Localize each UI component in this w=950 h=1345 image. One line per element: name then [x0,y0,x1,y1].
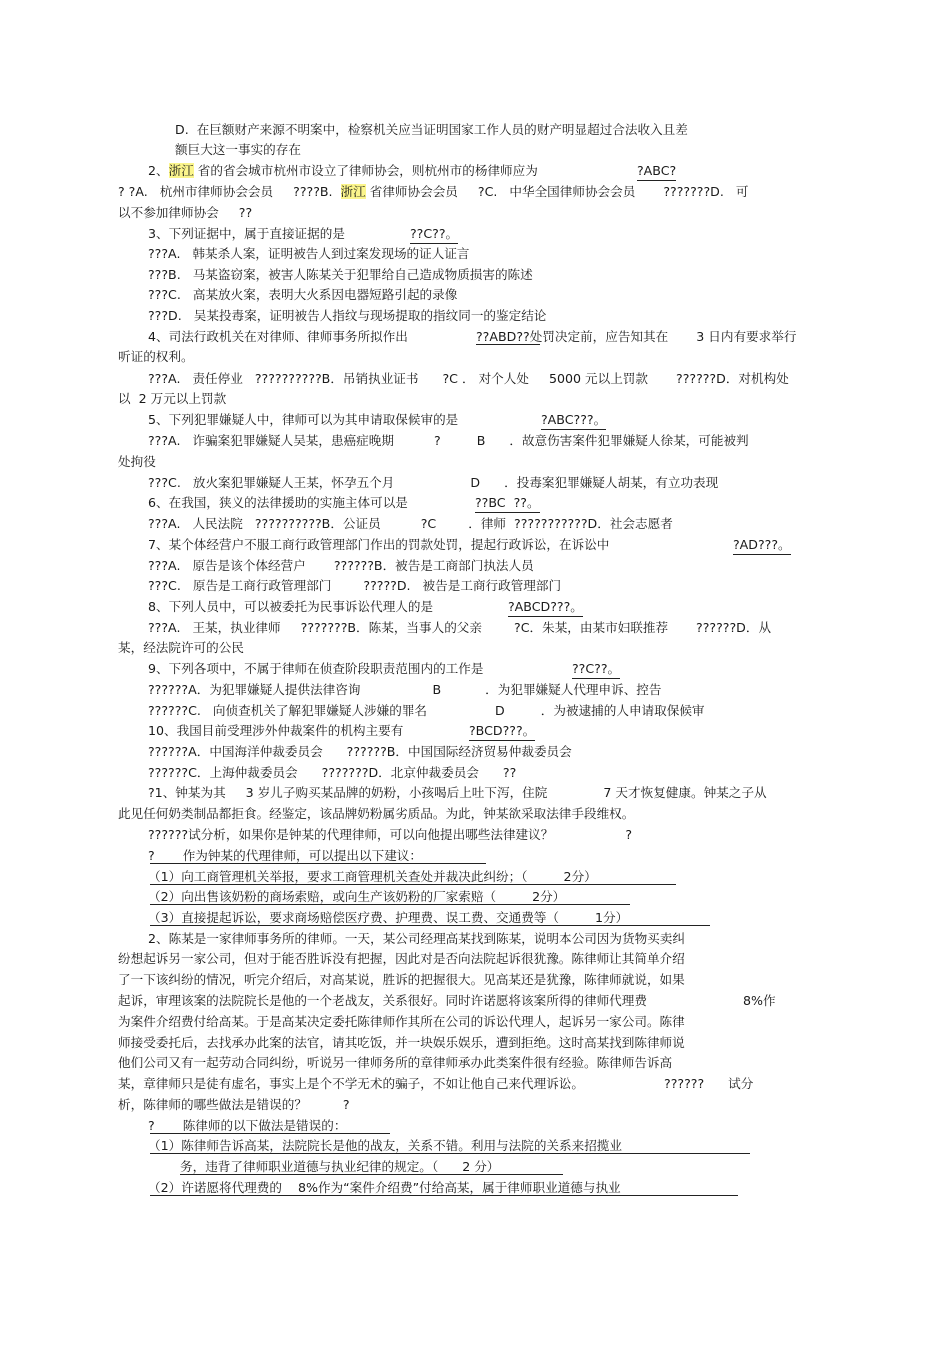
answer-blank: ??C??。 [410,225,458,244]
option-d-continuation: 额巨大这一事实的存在 [175,142,301,157]
option-line: ??????C. 向侦查机关了解犯罪嫌疑人涉嫌的罪名 D ．为被逮捕的人申请取保候审 [148,703,705,718]
case-2-paragraph-cont: 某，章律师只是徒有虚名，事实上是个不学无术的骗子，不如让他自己来代理诉讼。 ?????? 试分 [118,1076,754,1091]
option-line: ???A. 责任停业 ??????????B．吊销执业证书 ?C ． 对个人处 5000 元以上罚款 ??????D．对机构处 [148,371,789,386]
option-line: ???A. 韩某杀人案，证明被告人到过案发现场的证人证言 [148,246,470,261]
case-1-paragraph-cont: 此见任何奶类制品都拒食。经鉴定，该品牌奶粉属劣质品。为此，钟某欲采取法律手段维权。 [118,806,635,821]
answer-and-text: ??ABD??处罚决定前，应告知其在 3 日内有要求举行 [476,329,797,344]
case-1-question: ??????试分析，如果你是钟某的代理律师，可以向他提出哪些法律建议？ ? [148,827,633,842]
option-line-cont: 以 2 万元以上罚款 [118,391,227,406]
answer-underline [150,1195,738,1196]
case-2-answer-heading: ? 陈律师的以下做法是错误的： [148,1118,347,1133]
question-2-options [118,183,748,201]
question-7-line: 7、某个体经营户不服工商行政管理部门作出的罚款处罚，提起行政诉讼，在诉讼中 [148,537,610,552]
case-1-answer-item: （1）向工商管理机关举报，要求工商管理机关查处并裁决此纠纷；（ 2分） [148,869,597,884]
case-1-answer-item: （2）向出售该奶粉的商场索赔，或向生产该奶粉的厂家索赔（ 2分） [148,889,566,904]
answer-underline [150,863,486,864]
question-6-line: 6、在我国，狭义的法律援助的实施主体可以是 [148,495,408,510]
option-line-cont: 处拘役 [118,454,156,469]
case-1-paragraph: ?1、钟某为其 3 岁儿子购买某品牌的奶粉，小孩喝后上吐下泻，住院 7 天才恢复健康。钟某之子从 [148,785,767,800]
question-2-options-cont: 以不参加律师协会 ?? [118,205,253,220]
option-line: ???C. 原告是工商行政管理部门 ?????D. 被告是工商行政管理部门 [148,578,562,593]
case-2-paragraph-cont: 为案件介绍费付给高某。于是高某决定委托陈律师作其所在公司的诉讼代理人，起诉另一家公司。陈律 [118,1014,685,1029]
answer-underline [150,1133,390,1134]
answer-underline [180,1174,563,1175]
answer-underline [150,1153,750,1154]
question-10-line: 10、我国目前受理涉外仲裁案件的机构主要有 [148,723,404,738]
answer-blank: ??BC ??。 [475,494,540,513]
case-2-paragraph-cont: 了一下该纠纷的情况，听完介绍后，对高某说，胜诉的把握很大。见高某还是犹豫，陈律师就说，如果 [118,972,685,987]
question-4-line-cont: 听证的权利。 [118,349,194,364]
question-8-line: 8、下列人员中，可以被委托为民事诉讼代理人的是 [148,599,434,614]
question-3-line: 3、下列证据中，属于直接证据的是 [148,226,345,241]
answer-blank: ?ABC???。 [541,411,606,430]
question-5-line: 5、下列犯罪嫌疑人中，律师可以为其申请取保候审的是 [148,412,459,427]
option-line-cont: 某，经法院许可的公民 [118,640,244,655]
case-2-answer-item: （1）陈律师告诉高某，法院院长是他的战友，关系不错。利用与法院的关系来招揽业 [148,1138,622,1153]
answer-underline [150,904,630,905]
option-line: ???A. 人民法院 ??????????B．公证员 ?C ．律师 ???????????D．社会志愿者 [148,516,673,531]
option-d-line: D. 在巨额财产来源不明案中，检察机关应当证明国家工作人员的财产明显超过合法收入且差 [175,122,688,137]
case-2-answer-item: （2）许诺愿将代理费的 8%作为“案件介绍费”付给高某，属于律师职业道德与执业 [148,1180,621,1195]
question-number: 2、 [148,163,169,178]
question-9-line: 9、下列各项中，不属于律师在侦查阶段职责范围内的工作是 [148,661,484,676]
question-4-line: 4、司法行政机关在对律师、律师事务所拟作出 [148,329,408,344]
option-line: ??????A．中国海洋仲裁委员会 ??????B．中国国际经济贸易仲裁委员会 [148,744,572,759]
options-part-2: 省律师协会会员 ?C. 中华全国律师协会会员 ???????D. 可 [365,184,749,199]
option-line: ???A. 王某，执业律师 ???????B．陈某，当事人的父亲 ?C．朱某，由某市妇联推荐 ??????D．从 [148,620,772,635]
case-2-paragraph: 2、陈某是一家律师事务所的律师。一天，某公司经理高某找到陈某，说明本公司因为货物买卖纠 [148,931,685,946]
answer-underline [476,344,540,345]
case-2-paragraph-cont: 师接受委托后，去找承办此案的法官，请其吃饭，并一块娱乐娱乐，遭到拒绝。这时高某找到陈律师说 [118,1035,685,1050]
question-2-line [148,162,538,180]
highlighted-term: 浙江 [340,184,366,199]
case-2-paragraph-cont: 纷想起诉另一家公司，但对于能否胜诉没有把握，因此对是否向法院起诉很犹豫。陈律师让其简单介绍 [118,951,685,966]
option-line: ???A. 原告是该个体经营户 ??????B．被告是工商部门执法人员 [148,558,534,573]
case-2-question: 析，陈律师的哪些做法是错误的？ ? [118,1097,350,1112]
case-2-answer-item-cont: 务，违背了律师职业道德与执业纪律的规定。（ 2 分） [180,1159,500,1174]
option-line: ???C. 高某放火案，表明大火系因电器短路引起的录像 [148,287,458,302]
option-line: ???D. 吴某投毒案，证明被告人指纹与现场提取的指纹同一的鉴定结论 [148,308,547,323]
answer-underline [150,884,676,885]
option-line: ???C. 放火案犯罪嫌疑人王某，怀孕五个月 D ．投毒案犯罪嫌疑人胡某，有立功表现 [148,475,719,490]
answer-blank: ?ABC? [637,162,676,181]
case-2-paragraph-cont: 起诉，审理该案的法院院长是他的一个老战友，关系很好。同时许诺愿将该案所得的律师代理费 8%作 [118,993,776,1008]
answer-blank: ?ABCD???。 [508,598,583,617]
option-line: ???B. 马某盗窃案，被害人陈某关于犯罪给自己造成物质损害的陈述 [148,267,533,282]
option-line: ??????C．上海仲裁委员会 ???????D．北京仲裁委员会 ?? [148,765,517,780]
answer-blank: ??C??。 [572,660,620,679]
answer-blank: ?BCD???。 [469,722,535,741]
question-text: 省的省会城市杭州市设立了律师协会，则杭州市的杨律师应为 [193,163,538,178]
option-line: ???A. 诈骗案犯罪嫌疑人吴某，患癌症晚期 ? B ．故意伤害案件犯罪嫌疑人徐某，可能被判 [148,433,749,448]
case-1-answer-heading: ? 作为钟某的代理律师，可以提出以下建议： [148,848,422,863]
answer-blank: ?AD???。 [733,536,791,555]
case-1-answer-item: （3）直接提起诉讼，要求商场赔偿医疗费、护理费、误工费、交通费等（ 1分） [148,910,629,925]
case-2-paragraph-cont: 他们公司又有一起劳动合同纠纷，听说另一律师务所的章律师承办此类案件很有经验。陈律师告诉高 [118,1055,673,1070]
options-part-1: ? ?A. 杭州市律师协会会员 ????B. [118,184,341,199]
highlighted-term: 浙江 [168,163,194,178]
answer-underline [150,925,710,926]
option-line: ??????A．为犯罪嫌疑人提供法律咨询 B ．为犯罪嫌疑人代理申诉、控告 [148,682,662,697]
